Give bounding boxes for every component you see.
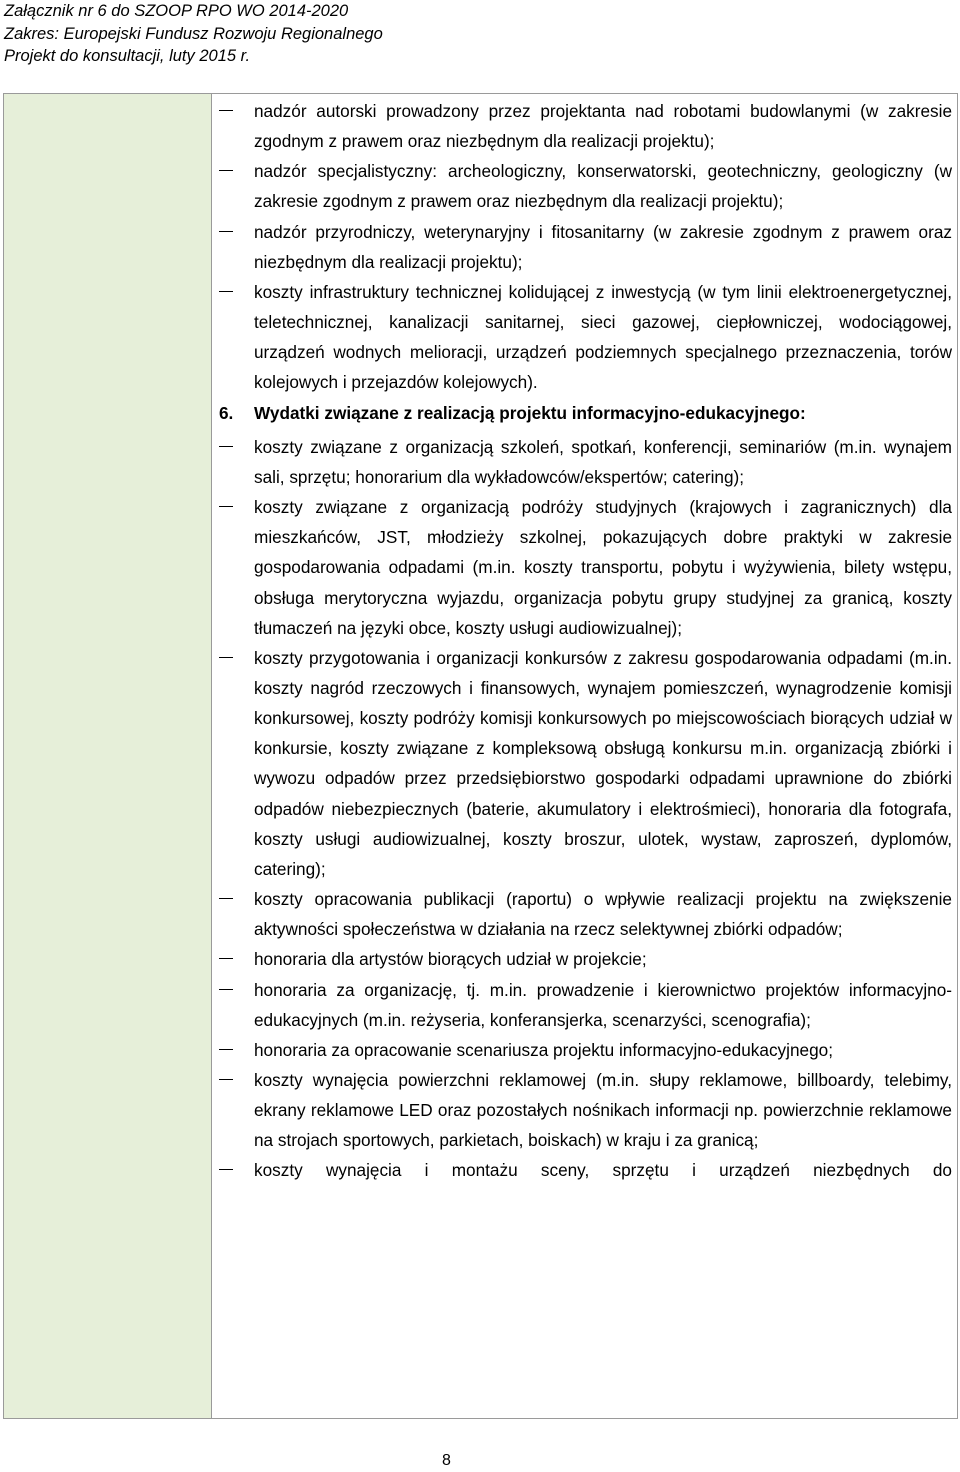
dash-bullet-icon: [219, 110, 233, 111]
list-item: nadzór przyrodniczy, weterynaryjny i fitosanitarny (w zakresie zgodnym z prawem oraz niezbędnym dla realizacji projektu);: [219, 217, 952, 277]
dash-bullet-icon: [219, 446, 233, 447]
section-title: Wydatki związane z realizacją projektu informacyjno-edukacyjnego:: [254, 402, 806, 423]
list-item: koszty przygotowania i organizacji konkursów z zakresu gospodarowania odpadami (m.in. koszty nagród rzeczowych i finansowych, wynajem pomieszczeń, wynagrodzenie komisji konkursowej, koszty podróży komisji konkursowych po miejscowościach biorących udział w konkursie, koszty związane z kompleksową obsługą konkursu m.in. organizacją zbiórki i wywozu odpadów przez przedsiębiorstwo gospodarki odpadami uprawnione do zbiórki odpadów niebezpiecznych (baterie, akumulatory i elektrośmieci), honoraria dla fotografa, koszty usługi audiowizualnej, koszty broszur, ulotek, wystaw, zaproszeń, dyplomów, catering);: [219, 643, 952, 884]
document-header: [4, 0, 383, 68]
dash-bullet-icon: [219, 506, 233, 507]
header-draft-line: Projekt do konsultacji, luty 2015 r.: [4, 47, 251, 65]
list-item: nadzór specjalistyczny: archeologiczny, konserwatorski, geotechniczny, geologiczny (w zakresie zgodnym z prawem oraz niezbędnym dla realizacji projektu);: [219, 156, 952, 216]
list-item: honoraria za opracowanie scenariusza projektu informacyjno-edukacyjnego;: [219, 1035, 952, 1065]
dash-bullet-icon: [219, 657, 233, 658]
list-item: koszty wynajęcia powierzchni reklamowej (m.in. słupy reklamowe, billboardy, telebimy, ekrany reklamowe LED oraz pozostałych nośnikach informacji np. powierzchnie reklamowe na strojach sportowych, parkietach, boiskach) w kraju i za granicą;: [219, 1065, 952, 1155]
list-item: koszty związane z organizacją szkoleń, spotkań, konferencji, seminariów (m.in. wynajem sali, sprzętu; honorarium dla wykładowców/ekspertów; catering);: [219, 432, 952, 492]
dash-bullet-icon: [219, 958, 233, 959]
header-scope-line: Zakres: Europejski Fundusz Rozwoju Regionalnego: [4, 24, 383, 43]
list-item: koszty opracowania publikacji (raportu) o wpływie realizacji projektu na zwiększenie aktywności społeczeństwa w działania na rzecz selektywnej zbiórki odpadów;: [219, 884, 952, 944]
dash-bullet-icon: [219, 170, 233, 171]
list-item: nadzór autorski prowadzony przez projektanta nad robotami budowlanymi (w zakresie zgodnym z prawem oraz niezbędnym dla realizacji projektu);: [219, 96, 952, 156]
section-heading: [219, 398, 952, 428]
dash-bullet-icon: [219, 1049, 233, 1050]
list-item: honoraria za organizację, tj. m.in. prowadzenie i kierownictwo projektów informacyjno-edukacyjnych (m.in. reżyseria, konferansjerka, scenarzyści, scenografia);: [219, 975, 952, 1035]
dash-bullet-icon: [219, 231, 233, 232]
list-item: koszty infrastruktury technicznej kolidującej z inwestycją (w tym linii elektroenergetycznej, teletechnicznej, kanalizacji sanitarnej, sieci gazowej, ciepłowniczej, wodociągowej, urządzeń wodnych melioracji, urządzeń podziemnych specjalnego przeznaczenia, torów kolejowych i przejazdów kolejowych).: [219, 277, 952, 398]
dash-bullet-icon: [219, 291, 233, 292]
section-number: 6.: [219, 402, 234, 423]
list-item: koszty związane z organizacją podróży studyjnych (krajowych i zagranicznych) dla mieszkańców, JST, młodzieży szkolnej, pokazujących dobre praktyki w zakresie gospodarowania odpadami (m.in. koszty transportu, pobytu i wyżywienia, bilety wstępu, obsługa merytoryczna wyjazdu, organizacja pobytu grupy studyjnej za granicą, koszty tłumaczeń na języki obce, koszty usługi audiowizualnej);: [219, 492, 952, 643]
dash-bullet-icon: [219, 898, 233, 899]
table-left-column: [4, 94, 212, 1418]
list-item: honoraria dla artystów biorących udział w projekcie;: [219, 944, 952, 974]
dash-bullet-icon: [219, 1169, 233, 1170]
table-content-cell: [219, 96, 952, 1186]
dash-bullet-icon: [219, 989, 233, 990]
page-number: 8: [442, 1452, 451, 1469]
header-annex-line: Załącznik nr 6 do SZOOP RPO WO 2014-2020: [4, 2, 349, 20]
dash-bullet-icon: [219, 1079, 233, 1080]
list-item: koszty wynajęcia i montażu sceny, sprzętu i urządzeń niezbędnych do: [219, 1155, 952, 1185]
